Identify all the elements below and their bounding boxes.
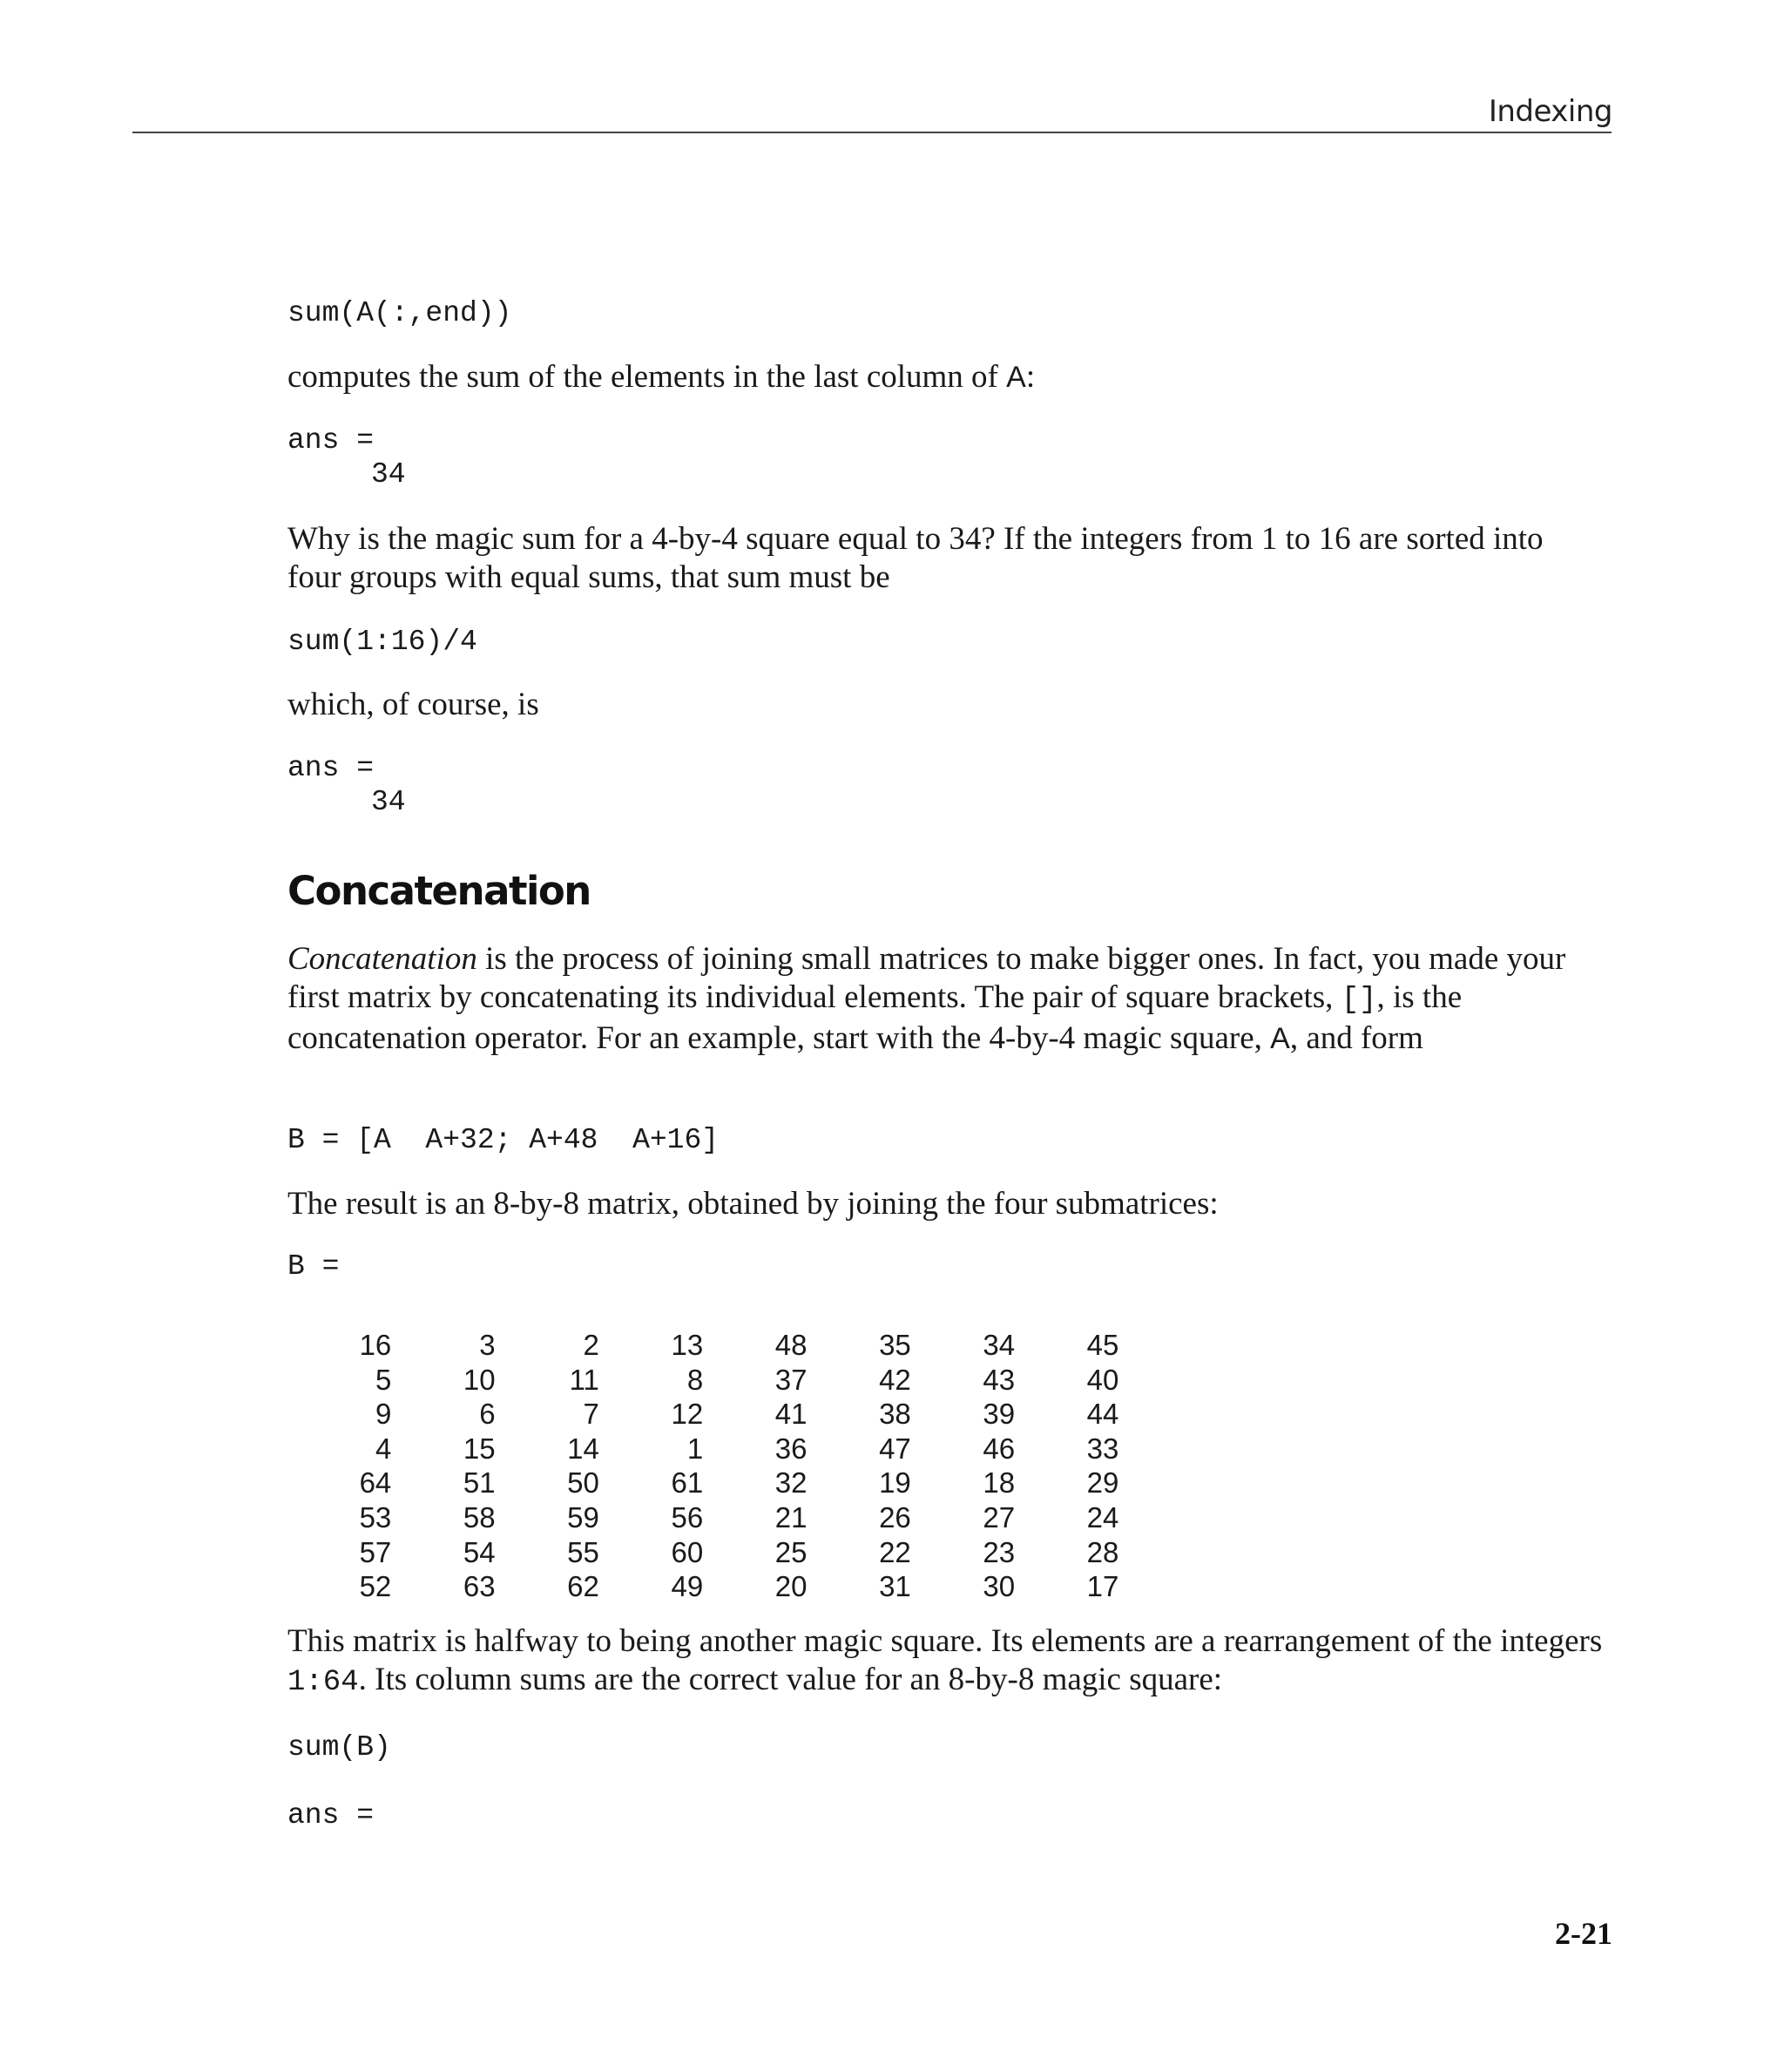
matrix-cell: 29 bbox=[1086, 1466, 1119, 1500]
ans-label: ans = bbox=[287, 752, 375, 784]
matrix-cell: 14 bbox=[567, 1432, 599, 1465]
matrix-cell: 19 bbox=[879, 1466, 911, 1500]
matrix-cell: 55 bbox=[567, 1535, 599, 1568]
matrix-cell: 31 bbox=[879, 1570, 911, 1603]
matrix-cell: 54 bbox=[463, 1535, 496, 1568]
matrix-cell: 23 bbox=[983, 1535, 1016, 1568]
matrix-cell: 12 bbox=[671, 1398, 704, 1431]
matrix-row bbox=[287, 1569, 1118, 1604]
paragraph-text: This matrix is halfway to being another magic square. Its elements are a rearrangement of the integers bbox=[287, 1623, 1603, 1659]
matrix-cell: 18 bbox=[983, 1466, 1016, 1500]
matrix-cell: 44 bbox=[1086, 1398, 1119, 1431]
ans-value: 34 bbox=[371, 458, 406, 491]
matrix-cell: 57 bbox=[359, 1535, 392, 1568]
header-rule bbox=[132, 132, 1612, 133]
paragraph-concatenation bbox=[287, 940, 1603, 1058]
matrix-cell: 10 bbox=[463, 1363, 496, 1396]
matrix-cell: 2 bbox=[583, 1329, 599, 1361]
matrix-cell: 33 bbox=[1086, 1432, 1119, 1465]
matrix-b-output bbox=[287, 1328, 1118, 1604]
ans-label: ans = bbox=[287, 1799, 375, 1832]
paragraph-text: , and form bbox=[1289, 1020, 1423, 1056]
matrix-cell: 58 bbox=[463, 1500, 496, 1534]
matrix-cell: 42 bbox=[879, 1363, 911, 1396]
matrix-cell: 30 bbox=[983, 1570, 1016, 1603]
matrix-row bbox=[287, 1500, 1118, 1535]
matrix-cell: 34 bbox=[983, 1329, 1016, 1361]
inline-code-a: A bbox=[1006, 361, 1026, 394]
matrix-cell: 26 bbox=[879, 1500, 911, 1534]
matrix-cell: 39 bbox=[983, 1398, 1016, 1431]
b-label: B = bbox=[287, 1250, 340, 1283]
matrix-row bbox=[287, 1466, 1118, 1500]
paragraph-text: computes the sum of the elements in the last column of bbox=[287, 359, 1007, 395]
paragraph-text: is the process of joining small matrices to make bigger ones. In fact, you made your first matrix by concatenating its individual elements. The pair of square brackets, bbox=[287, 941, 1566, 1015]
term-emphasis: Concatenation bbox=[287, 941, 477, 977]
matrix-cell: 22 bbox=[879, 1535, 911, 1568]
matrix-cell: 46 bbox=[983, 1432, 1016, 1465]
matrix-cell: 8 bbox=[686, 1363, 704, 1396]
matrix-cell: 11 bbox=[569, 1363, 599, 1396]
matrix-cell: 63 bbox=[463, 1570, 496, 1603]
matrix-cell: 3 bbox=[479, 1329, 496, 1361]
matrix-cell: 47 bbox=[879, 1432, 911, 1465]
matrix-cell: 28 bbox=[1086, 1535, 1119, 1568]
paragraph-last-column bbox=[287, 358, 1603, 396]
ans-value: 34 bbox=[371, 786, 406, 818]
code-sum-b: sum(B) bbox=[287, 1731, 391, 1764]
matrix-cell: 13 bbox=[671, 1329, 704, 1361]
paragraph-result: The result is an 8-by-8 matrix, obtained by joining the four submatrices: bbox=[287, 1186, 1219, 1222]
paragraph-magic-sum: Why is the magic sum for a 4-by-4 square equal to 34? If the integers from 1 to 16 are sorted into four groups with equal sums, that sum must be bbox=[287, 521, 1544, 595]
matrix-cell: 1 bbox=[686, 1432, 704, 1465]
matrix-cell: 52 bbox=[359, 1570, 392, 1603]
matrix-cell: 59 bbox=[567, 1500, 599, 1534]
matrix-cell: 4 bbox=[375, 1432, 392, 1465]
matrix-cell: 25 bbox=[774, 1535, 808, 1568]
page-number: 2-21 bbox=[1555, 1916, 1612, 1951]
matrix-cell: 6 bbox=[479, 1398, 496, 1431]
matrix-cell: 56 bbox=[671, 1500, 704, 1534]
matrix-cell: 32 bbox=[774, 1466, 808, 1500]
code-form-b: B = [A A+32; A+48 A+16] bbox=[287, 1124, 720, 1156]
matrix-cell: 24 bbox=[1086, 1500, 1119, 1534]
matrix-cell: 43 bbox=[983, 1363, 1016, 1396]
inline-code-a: A bbox=[1270, 1022, 1290, 1055]
matrix-cell: 49 bbox=[671, 1570, 704, 1603]
matrix-cell: 15 bbox=[463, 1432, 496, 1465]
matrix-cell: 21 bbox=[774, 1500, 808, 1534]
matrix-cell: 60 bbox=[671, 1535, 704, 1568]
inline-code-brackets: [] bbox=[1341, 984, 1377, 1017]
matrix-cell: 51 bbox=[463, 1466, 496, 1500]
paragraph-text: . Its column sums are the correct value for an 8-by-8 magic square: bbox=[358, 1662, 1223, 1697]
matrix-cell: 5 bbox=[375, 1363, 392, 1396]
code-sum-1-16: sum(1:16)/4 bbox=[287, 626, 477, 658]
section-heading: Concatenation bbox=[287, 868, 591, 914]
matrix-row bbox=[287, 1397, 1118, 1432]
matrix-cell: 64 bbox=[359, 1466, 392, 1500]
matrix-row bbox=[287, 1328, 1118, 1363]
matrix-cell: 16 bbox=[359, 1329, 392, 1361]
matrix-cell: 45 bbox=[1086, 1329, 1119, 1361]
matrix-cell: 36 bbox=[774, 1432, 808, 1465]
matrix-row bbox=[287, 1535, 1118, 1570]
matrix-row bbox=[287, 1363, 1118, 1398]
matrix-cell: 9 bbox=[375, 1398, 392, 1431]
matrix-cell: 53 bbox=[359, 1500, 392, 1534]
matrix-cell: 27 bbox=[983, 1500, 1016, 1534]
matrix-cell: 62 bbox=[567, 1570, 599, 1603]
paragraph-text: : bbox=[1025, 359, 1036, 395]
matrix-row bbox=[287, 1432, 1118, 1466]
matrix-cell: 20 bbox=[774, 1570, 808, 1603]
matrix-cell: 38 bbox=[879, 1398, 911, 1431]
inline-code-range: 1:64 bbox=[287, 1666, 359, 1699]
matrix-cell: 40 bbox=[1086, 1363, 1119, 1396]
paragraph-of-course: which, of course, is bbox=[287, 687, 539, 722]
ans-label: ans = bbox=[287, 424, 375, 457]
matrix-cell: 17 bbox=[1086, 1570, 1119, 1603]
matrix-cell: 61 bbox=[671, 1466, 704, 1500]
running-header: Indexing bbox=[1488, 94, 1612, 129]
matrix-cell: 37 bbox=[774, 1363, 808, 1396]
paragraph-halfway bbox=[287, 1622, 1603, 1702]
matrix-cell: 48 bbox=[774, 1329, 808, 1361]
matrix-cell: 41 bbox=[774, 1398, 808, 1431]
code-sum-last-column: sum(A(:,end)) bbox=[287, 297, 512, 329]
paragraph-text: , is the concatenation operator. For an example, start with the 4-by-4 magic square, bbox=[287, 979, 1463, 1056]
matrix-cell: 35 bbox=[879, 1329, 911, 1361]
matrix-cell: 7 bbox=[583, 1398, 599, 1431]
matrix-cell: 50 bbox=[567, 1466, 599, 1500]
